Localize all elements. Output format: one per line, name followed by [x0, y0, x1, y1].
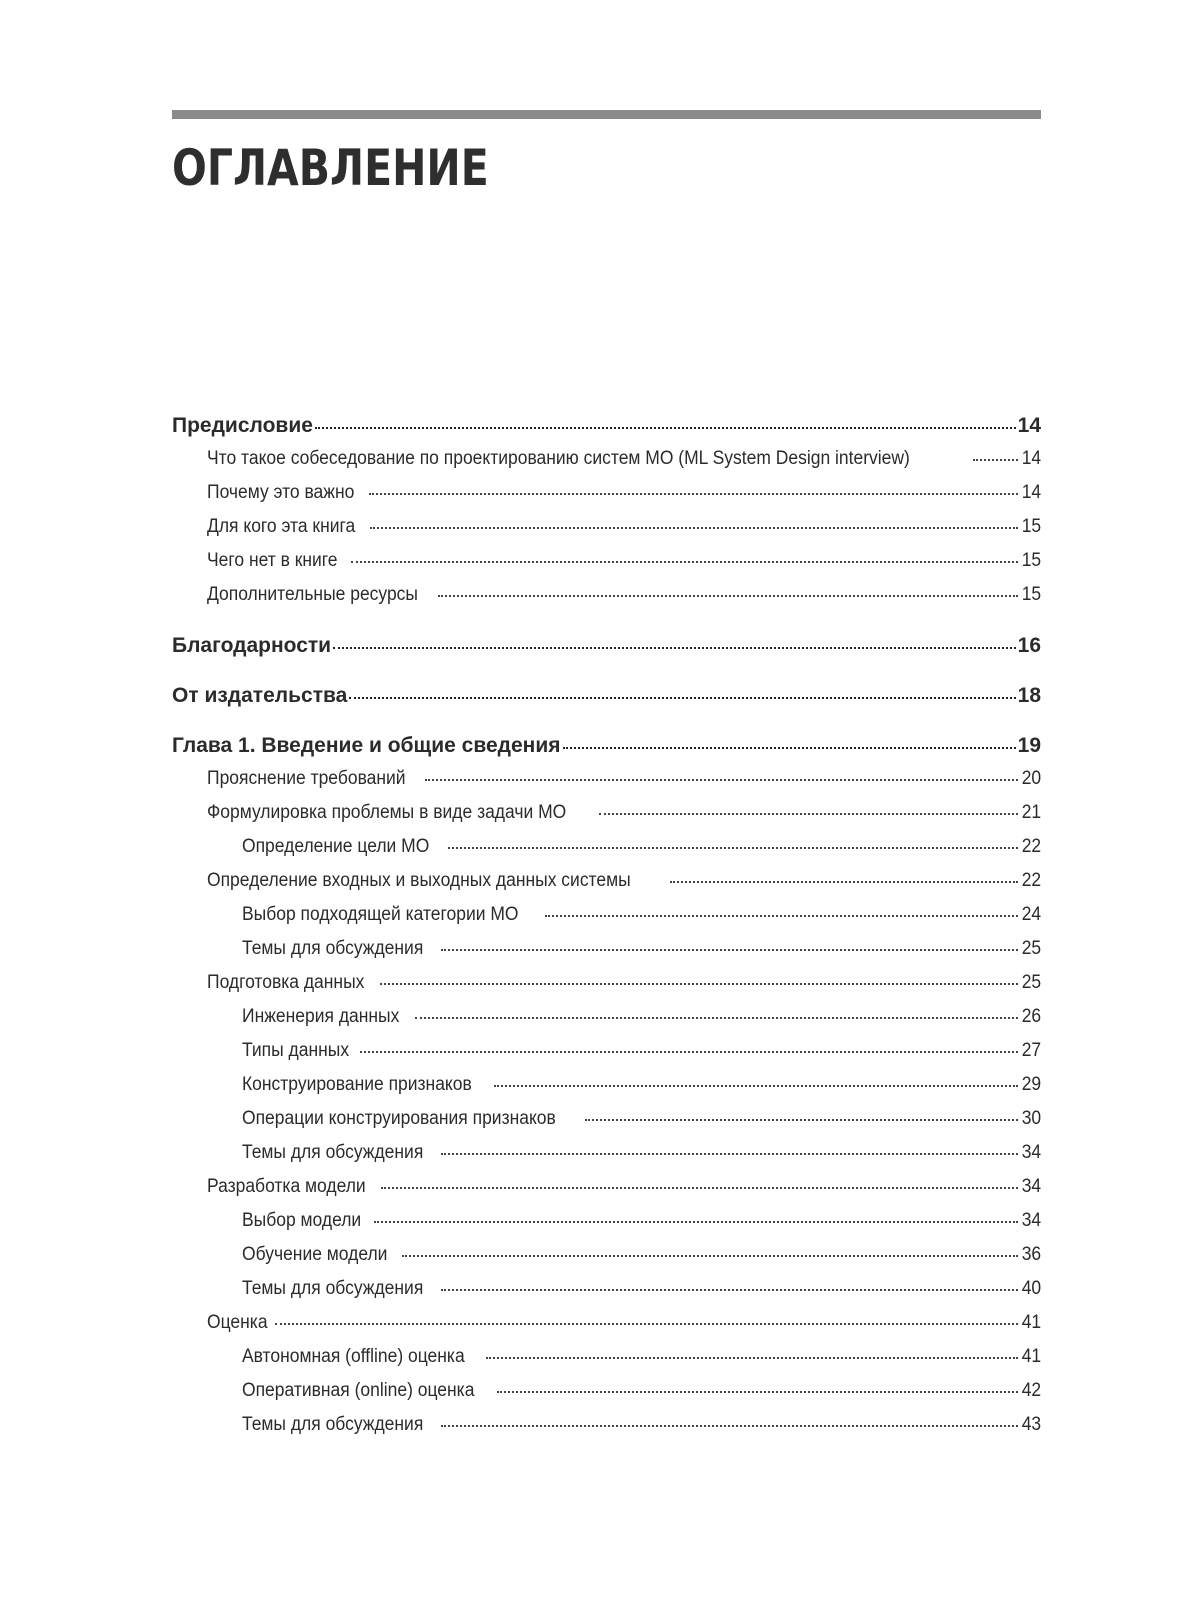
toc-section-entry[interactable] [172, 1306, 1041, 1340]
toc-entry-title: Определение входных и выходных данных системы [207, 870, 631, 891]
toc-subsection-entry[interactable] [172, 1340, 1041, 1374]
top-rule [172, 110, 1041, 119]
toc-page-number: 15 [1021, 584, 1041, 605]
toc-page-number: 26 [1021, 1006, 1041, 1027]
toc-chapter-entry[interactable] [172, 630, 1041, 662]
toc-page-number: 27 [1021, 1040, 1041, 1061]
toc-entry-title: Обучение модели [242, 1244, 388, 1265]
toc-entry-title: Темы для обсуждения [242, 1142, 424, 1163]
toc-page-number: 14 [1017, 414, 1041, 437]
page-header [172, 110, 1041, 196]
toc-subsection-entry[interactable] [172, 1136, 1041, 1170]
toc-section-entry[interactable] [172, 510, 1041, 544]
toc-entry-title: Для кого эта книга [207, 516, 356, 537]
toc-page-number: 41 [1021, 1346, 1041, 1367]
toc-page-number: 24 [1021, 904, 1041, 925]
toc-dot-leader [351, 560, 1018, 563]
toc-dot-leader [545, 914, 1018, 917]
toc-dot-leader [448, 846, 1018, 849]
toc-page-number: 30 [1021, 1108, 1041, 1129]
toc-entry-title: Прояснение требований [207, 768, 406, 789]
toc-page-number: 40 [1021, 1278, 1041, 1299]
toc-dot-leader [441, 1288, 1018, 1291]
toc-entry-title: Операции конструирования признаков [242, 1108, 556, 1129]
toc-dot-leader [486, 1356, 1018, 1359]
toc-entry-title: Выбор модели [242, 1210, 362, 1231]
toc-entry-title: Оперативная (online) оценка [242, 1380, 475, 1401]
toc-page-number: 20 [1021, 768, 1041, 789]
toc-dot-leader [670, 880, 1018, 883]
toc-page-number: 34 [1021, 1176, 1041, 1197]
toc-subsection-entry[interactable] [172, 1408, 1041, 1442]
toc-dot-leader [425, 778, 1018, 781]
page-title: ОГЛАВЛЕНИЕ [172, 139, 489, 197]
toc-entry-title: Чего нет в книге [207, 550, 338, 571]
toc-page-number: 19 [1017, 734, 1041, 757]
toc-page-number: 22 [1021, 870, 1041, 891]
toc-entry-title: Разработка модели [207, 1176, 366, 1197]
toc-dot-leader [381, 1186, 1017, 1189]
toc-page-number: 41 [1021, 1312, 1041, 1333]
toc-chapter-entry[interactable] [172, 680, 1041, 712]
toc-page-number: 43 [1021, 1414, 1041, 1435]
toc-section-entry[interactable] [172, 1170, 1041, 1204]
toc-section-entry[interactable] [172, 544, 1041, 578]
toc-dot-leader [370, 526, 1018, 529]
toc-section-entry[interactable] [172, 796, 1041, 830]
toc-entry-title: Оценка [207, 1312, 268, 1333]
toc-entry-title: Автономная (offline) оценка [242, 1346, 465, 1367]
toc-subsection-entry[interactable] [172, 1374, 1041, 1408]
toc-section-entry[interactable] [172, 476, 1041, 510]
toc-page-number: 15 [1021, 550, 1041, 571]
toc-subsection-entry[interactable] [172, 1238, 1041, 1272]
toc-section-entry[interactable] [172, 578, 1041, 612]
toc-section-entry[interactable] [172, 966, 1041, 1000]
toc-entry-title: От издательства [172, 684, 348, 707]
toc-subsection-entry[interactable] [172, 1204, 1041, 1238]
toc-entry-title: Что такое собеседование по проектированию систем МО (ML System Design interview) [207, 448, 910, 469]
toc-dot-leader [973, 458, 1018, 461]
toc-dot-leader [360, 1050, 1017, 1053]
toc-dot-leader [415, 1016, 1018, 1019]
toc-subsection-entry[interactable] [172, 830, 1041, 864]
toc-page-number: 16 [1017, 634, 1041, 657]
toc-chapter-entry[interactable] [172, 730, 1041, 762]
toc-page-number: 14 [1021, 482, 1041, 503]
toc-dot-leader [315, 426, 1016, 429]
toc-entry-title: Подготовка данных [207, 972, 365, 993]
toc-subsection-entry[interactable] [172, 898, 1041, 932]
toc-dot-leader [438, 594, 1018, 597]
toc-page-number: 18 [1017, 684, 1041, 707]
toc-dot-leader [563, 746, 1016, 749]
toc-entry-title: Дополнительные ресурсы [207, 584, 418, 605]
toc-dot-leader [275, 1322, 1018, 1325]
toc-entry-title: Темы для обсуждения [242, 938, 424, 959]
toc-subsection-entry[interactable] [172, 1272, 1041, 1306]
toc-page-number: 25 [1021, 972, 1041, 993]
table-of-contents [172, 410, 1041, 1442]
toc-entry-title: Почему это важно [207, 482, 355, 503]
toc-dot-leader [374, 1220, 1018, 1223]
toc-section-entry[interactable] [172, 864, 1041, 898]
toc-entry-title: Выбор подходящей категории МО [242, 904, 519, 925]
toc-entry-title: Темы для обсуждения [242, 1278, 424, 1299]
toc-page-number: 29 [1021, 1074, 1041, 1095]
toc-section-entry[interactable] [172, 762, 1041, 796]
toc-page-number: 42 [1021, 1380, 1041, 1401]
toc-subsection-entry[interactable] [172, 1068, 1041, 1102]
toc-chapter-entry[interactable] [172, 410, 1041, 442]
toc-subsection-entry[interactable] [172, 1000, 1041, 1034]
toc-dot-leader [599, 812, 1017, 815]
toc-entry-title: Формулировка проблемы в виде задачи МО [207, 802, 567, 823]
toc-subsection-entry[interactable] [172, 1034, 1041, 1068]
toc-page-number: 15 [1021, 516, 1041, 537]
toc-page-number: 36 [1021, 1244, 1041, 1265]
toc-entry-title: Предисловие [172, 414, 313, 437]
toc-subsection-entry[interactable] [172, 932, 1041, 966]
toc-dot-leader [349, 696, 1015, 699]
toc-page-number: 22 [1021, 836, 1041, 857]
toc-dot-leader [441, 1152, 1018, 1155]
toc-section-entry[interactable] [172, 442, 1041, 476]
toc-entry-title: Глава 1. Введение и общие сведения [172, 734, 561, 757]
toc-entry-title: Инженерия данных [242, 1006, 400, 1027]
toc-dot-leader [333, 646, 1016, 649]
toc-dot-leader [380, 982, 1018, 985]
toc-dot-leader [441, 1424, 1018, 1427]
toc-page-number: 21 [1021, 802, 1041, 823]
toc-dot-leader [494, 1084, 1018, 1087]
toc-entry-title: Благодарности [172, 634, 332, 657]
toc-entry-title: Типы данных [242, 1040, 350, 1061]
toc-dot-leader [369, 492, 1018, 495]
toc-entry-title: Конструирование признаков [242, 1074, 472, 1095]
toc-subsection-entry[interactable] [172, 1102, 1041, 1136]
toc-entry-title: Определение цели МО [242, 836, 430, 857]
toc-dot-leader [402, 1254, 1018, 1257]
toc-page-number: 25 [1021, 938, 1041, 959]
toc-page-number: 14 [1021, 448, 1041, 469]
toc-entry-title: Темы для обсуждения [242, 1414, 424, 1435]
toc-page-number: 34 [1021, 1142, 1041, 1163]
toc-dot-leader [497, 1390, 1018, 1393]
toc-page-number: 34 [1021, 1210, 1041, 1231]
toc-dot-leader [585, 1118, 1018, 1121]
toc-dot-leader [441, 948, 1018, 951]
